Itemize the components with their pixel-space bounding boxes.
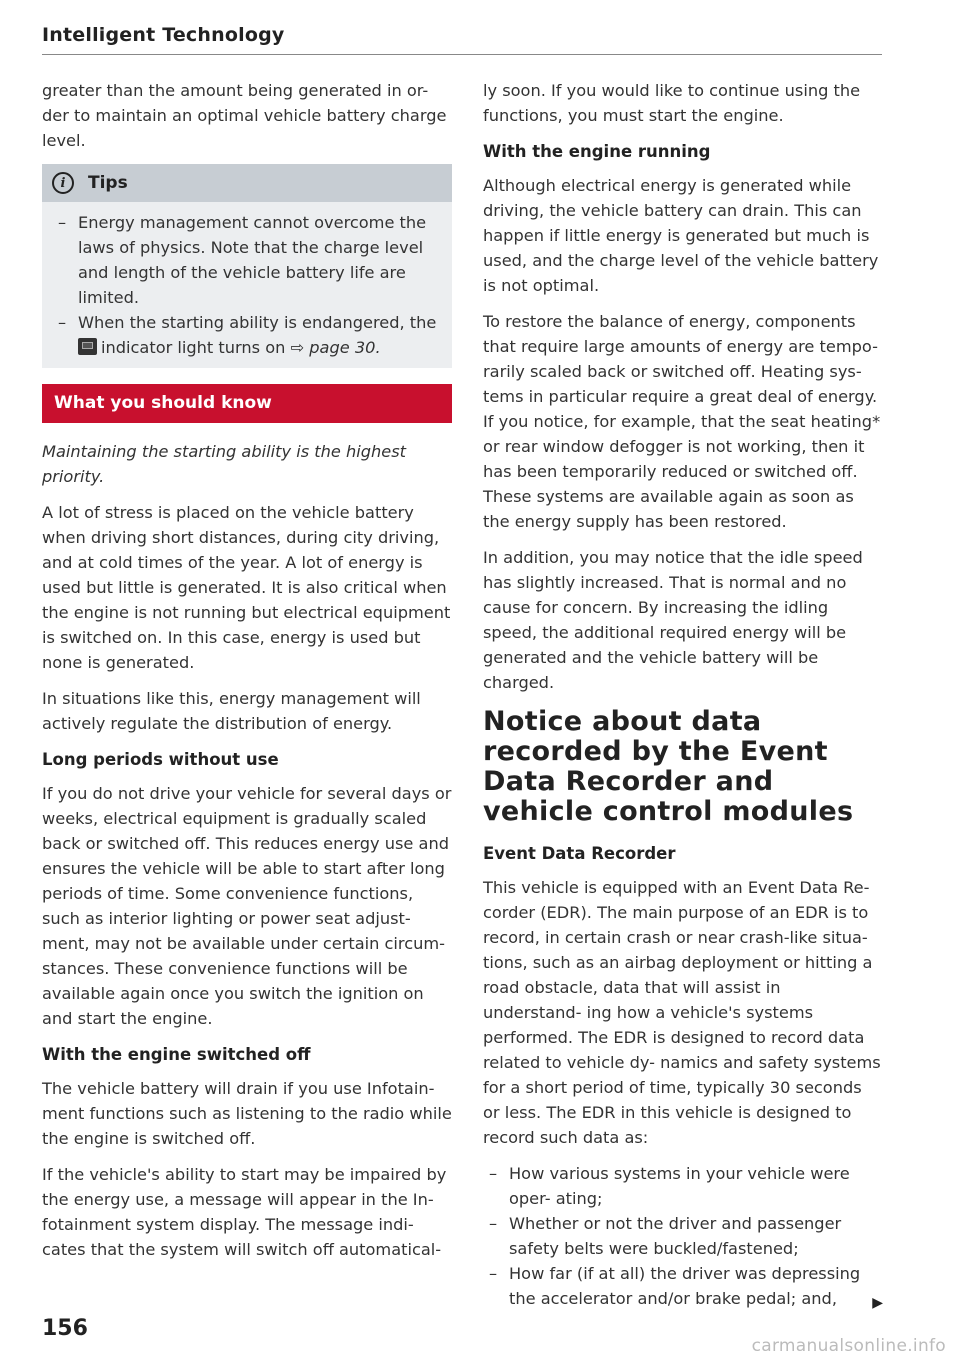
subheading-engine-running: With the engine running xyxy=(483,142,711,161)
continue-arrow-icon: ▶ xyxy=(872,1295,883,1311)
tips-item xyxy=(52,310,442,360)
section-title: Notice about data recorded by the Event Data Recorder and vehicle control modules xyxy=(483,706,854,827)
tips-label: Tips xyxy=(88,172,128,193)
tips-item-text: When the starting ability is endangered, the xyxy=(78,313,437,332)
subheading-engine-off: With the engine switched off xyxy=(42,1045,311,1064)
info-icon: i xyxy=(52,172,74,194)
page-reference-link[interactable]: ⇨ page 30. xyxy=(290,338,381,357)
paragraph: A lot of stress is placed on the vehicle battery when driving short distances, during city driving, and at cold times of the year. A lot of energy is used but little is generated. It is also critical when the engine is not running but electrical equipment is switched on. In this case, energy is used but none is generated. xyxy=(42,503,451,672)
list-item: – Whether or not the driver and passenger safety belts were buckled/fastened; xyxy=(483,1211,883,1261)
subheading-long-periods: Long periods without use xyxy=(42,750,279,769)
right-column xyxy=(483,78,883,1322)
header-rule xyxy=(42,54,882,55)
paragraph: Although electrical energy is generated while driving, the vehicle battery can drain. This can happen if little energy is generated but much is used, and the charge level of the vehicle battery is not optimal. xyxy=(483,176,879,295)
paragraph: To restore the balance of energy, components that require large amounts of energy are tempo- rarily scaled back or switched off. Heating sys- tems in particular require a great deal of energy. If you notice, for example, that the seat heating* or rear window defogger is not working, then it has been temporarily reduced or switched off. These systems are available again as soon as the energy supply has been restored. xyxy=(483,312,881,531)
list-item: – How various systems in your vehicle were oper- ating; xyxy=(483,1161,883,1211)
paragraph: In addition, you may notice that the idle speed has slightly increased. That is normal and no cause for concern. By increasing the idling speed, the additional required energy will be generated and the vehicle battery will be charged. xyxy=(483,548,863,692)
paragraph: If the vehicle's ability to start may be impaired by the energy use, a message will appear in the In- fotainment system display. The message indi- cates that the system will switch off automatical- xyxy=(42,1165,447,1259)
paragraph: If you do not drive your vehicle for several days or weeks, electrical equipment is gradually scaled back or switched off. This reduces energy use and ensures the vehicle will be able to start after long periods of time. Some convenience functions, such as interior lighting or power seat adjust- ment, may not be available under certain circum- stances. These convenience functions will be available again once you switch the ignition on and start the engine. xyxy=(42,784,452,1028)
tips-item: – Energy management cannot overcome the laws of physics. Note that the charge level and length of the vehicle battery life are limited. xyxy=(52,210,442,310)
paragraph: The vehicle battery will drain if you use Infotain- ment functions such as listening to the radio while the engine is switched off. xyxy=(42,1079,452,1148)
list-item: – How far (if at all) the driver was depressing the accelerator and/or brake pedal; and, xyxy=(483,1261,883,1311)
tips-box xyxy=(42,164,452,368)
paragraph: In situations like this, energy management will actively regulate the distribution of energy. xyxy=(42,689,421,733)
watermark: carmanualsonline.info xyxy=(751,1336,946,1356)
battery-warning-icon xyxy=(78,338,97,355)
paragraph: ly soon. If you would like to continue using the functions, you must start the engine. xyxy=(483,81,861,125)
edr-bullet-list xyxy=(483,1161,883,1311)
subheading-edr: Event Data Recorder xyxy=(483,844,676,863)
page-header xyxy=(42,24,882,46)
paragraph: This vehicle is equipped with an Event Data Re- corder (EDR). The main purpose of an EDR is to record, in certain crash or near crash-like situa- tions, such as an airbag deployment or hitting a road obstacle, data that will assist in understand- ing how a vehicle's systems performed. The EDR is designed to record data related to vehicle dy- namics and safety systems for a short period of time, typically 30 seconds or less. The EDR in this vehicle is designed to record such data as: xyxy=(483,878,881,1147)
header-title: Intelligent Technology xyxy=(42,24,285,46)
intro-paragraph: greater than the amount being generated in or- der to maintain an optimal vehicle battery charge level. xyxy=(42,81,447,150)
italic-lead: Maintaining the starting ability is the highest priority. xyxy=(42,442,407,486)
section-banner: What you should know xyxy=(42,384,452,423)
page-number: 156 xyxy=(42,1316,88,1341)
left-column xyxy=(42,78,452,1273)
tips-list xyxy=(42,202,452,368)
tips-header xyxy=(42,164,452,202)
tips-item-text: indicator light turns on xyxy=(101,338,286,357)
